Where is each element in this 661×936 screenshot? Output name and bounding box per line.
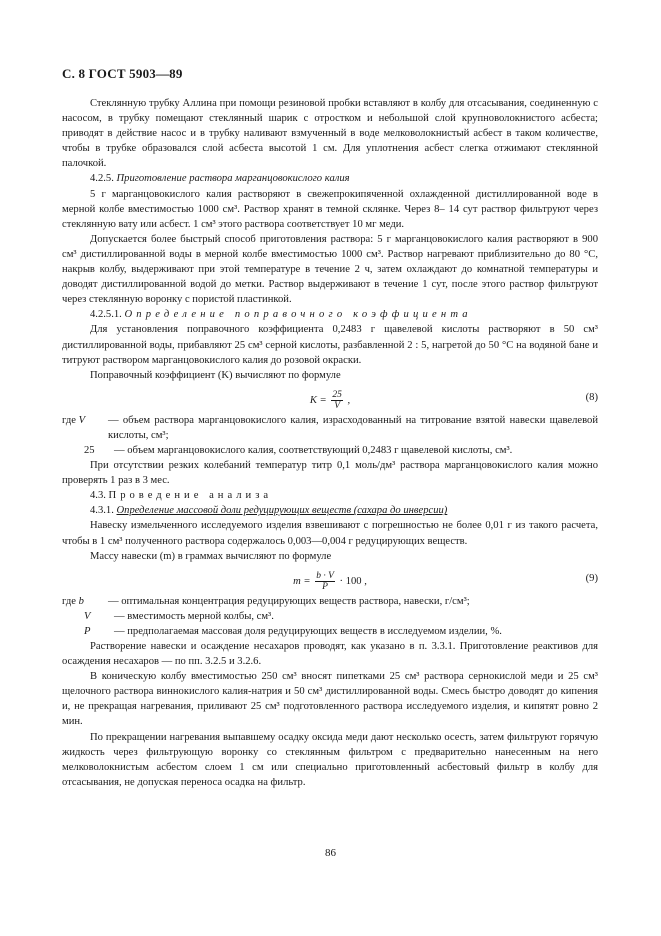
section-number: 4.3.: [90, 490, 106, 502]
where-item: [62, 443, 598, 458]
where-text: — оптимальная концентрация редуцирующих веществ раствора, навески, г/см³;: [108, 595, 470, 607]
where-item: [62, 624, 598, 639]
formula-tail: ,: [347, 394, 351, 406]
fraction-denominator: V: [334, 400, 341, 411]
section-number: 4.2.5.1.: [90, 309, 122, 321]
section-heading-4-2-5-1: [62, 307, 598, 322]
paragraph: Навеску измельченного исследуемого изделия взвешивают с погрешностью не более 0,01 г из такого расчета, чтобы в 1 см³ полученного раствора содержалось 0,003—0,004 г редуцирующих веществ.: [62, 520, 598, 547]
paragraph: Массу навески (m) в граммах вычисляют по формуле: [90, 550, 332, 562]
paragraph: В коническую колбу вместимостью 250 см³ вносят пипетками 25 см³ раствора сернокислой меди и 25 см³ щелочного раствора виннокислого калия-натрия и 50 см³ дистиллированной воды. Смесь быстро доводят до кипения и, не прекращая нагревания, приливают 25 см³ подготовленного раствора исследуемого изделия, и кипятят ровно 2 мин.: [62, 671, 598, 728]
section-title: Проведение анализа: [108, 490, 273, 502]
paragraph: Растворение навески и осаждение несахаров проводят, как указано в п. 3.3.1. Приготовление реактивов для осаждения несахаров — по пп. 3.2.5 и 3.2.6.: [62, 641, 598, 668]
formula-fraction: [331, 390, 343, 411]
paragraph: При отсутствии резких колебаний температур титр 0,1 моль/дм³ раствора марганцовокислого калия можно проверять 1 раз в 3 мес.: [62, 460, 598, 487]
section-title: Определение поправочного коэффициента: [124, 309, 472, 321]
formula-tail: · 100 ,: [339, 575, 367, 587]
page-header: С. 8 ГОСТ 5903—89: [62, 66, 183, 81]
where-text: — вместимость мерной колбы, см³.: [114, 610, 274, 622]
where-text: — предполагаемая массовая доля редуцирующих веществ в исследуемом изделии, %.: [114, 625, 502, 637]
formula-9: [62, 564, 598, 594]
paragraph: Для установления поправочного коэффициента 0,2483 г щавелевой кислоты растворяют в 50 см³ дистиллированной воды, прибавляют 25 см³ серной кислоты, разбавленной 2 : 5, нагретой до 50 °С на водяной бане и титруют раствором марганцовокислого калия до розовой окраски.: [62, 324, 598, 366]
section-number: 4.3.1.: [90, 505, 114, 517]
section-title: Приготовление раствора марганцовокислого калия: [116, 173, 350, 185]
formula-fraction: [315, 571, 335, 592]
where-item: [62, 594, 598, 609]
section-heading-4-3: [62, 488, 598, 503]
fraction-denominator: P: [322, 581, 328, 592]
paragraph: Поправочный коэффициент (K) вычисляют по формуле: [90, 369, 341, 381]
where-label: где b: [62, 595, 84, 607]
fraction-numerator: b · V: [316, 570, 334, 581]
where-text: — объем раствора марганцовокислого калия, израсходованный на титрование взятой навески щавелевой кислоты, см³;: [108, 414, 598, 441]
where-label: где V: [62, 414, 86, 426]
section-heading-4-3-1: [62, 503, 598, 518]
where-label: V: [84, 610, 91, 622]
paragraph: Допускается более быстрый способ приготовления раствора: 5 г марганцовокислого калия растворяют в 900 см³ дистиллированной воды в мерной колбе вместимостью 1000 см³. Раствор нагревают приблизительно до 80 °С, накрыв колбу, выдерживают при этой температуре в течение 2 ч, затем охлаждают до комнатной температуры и доводят дистиллированной водой до метки. Раствор выдерживают в течение 1 сут, после этого раствор фильтруют через стеклянную воронку с пористой пластинкой.: [62, 233, 598, 306]
formula-number: (8): [585, 391, 598, 403]
paragraph: Стеклянную трубку Аллина при помощи резиновой пробки вставляют в колбу для отсасывания, соединенную с насосом, в трубку помещают стеклянный шарик с отростком и небольшой слой крупноволокнистого асбеста; приводят в действие насос и в трубку наливают взмученный в воде мелковолокнистый асбест в таком количестве, чтобы в трубке образовался слой асбеста высотой 1 см. Для уплотнения асбест слегка отжимают стеклянной палочкой.: [62, 98, 598, 170]
where-label: P: [84, 625, 91, 637]
formula-number: (9): [585, 572, 598, 584]
where-text: — объем марганцовокислого калия, соответствующий 0,2483 г щавелевой кислоты, см³.: [114, 444, 513, 456]
where-item: [62, 413, 598, 443]
fraction-numerator: 25: [332, 389, 342, 400]
section-title: Определение массовой доли редуцирующих веществ (сахара до инверсии): [116, 505, 448, 517]
formula-8: [62, 383, 598, 413]
paragraph: 5 г марганцовокислого калия растворяют в свежепрокипяченной охлажденной дистиллированной воде в мерной колбе вместимостью 1000 см³. Раствор хранят в темной склянке. Через 8– 14 сут раствор фильтруют через стеклянную вату или асбест. 1 см³ этого раствора соответствует 10 мг меди.: [62, 188, 598, 230]
section-number: 4.2.5.: [90, 173, 114, 185]
formula-lhs: K =: [309, 394, 327, 406]
where-label: 25: [84, 444, 95, 456]
paragraph: По прекращении нагревания выпавшему осадку оксида меди дают несколько осесть, затем фильтруют горячую жидкость через фильтрующую воронку со стеклянным фильтром с предварительно нанесенным на него мелковолокнистым асбестом слоем 1 см или специально приготовленный асбестовый фильтр в колбу для отсасывания, не допуская переноса осадка на фильтр.: [62, 731, 598, 788]
formula-lhs: m =: [293, 575, 311, 587]
where-item: [62, 609, 598, 624]
section-heading-4-2-5: [62, 171, 598, 186]
document-body: [62, 96, 598, 790]
page-number: 86: [325, 847, 336, 859]
